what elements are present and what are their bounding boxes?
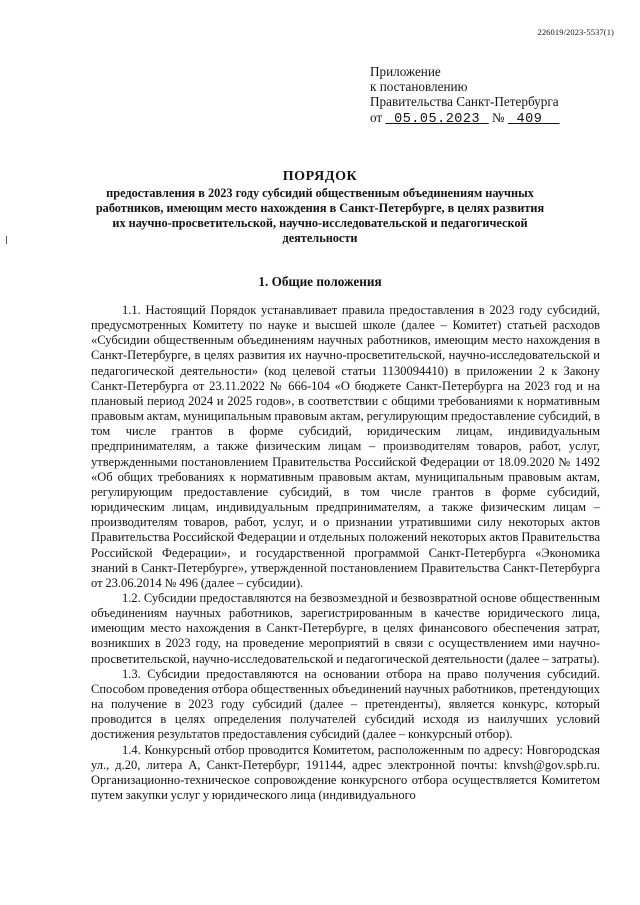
approval-date: 05.05.2023 [394, 111, 481, 127]
paragraph-1-1: 1.1. Настоящий Порядок устанавливает правила предоставления в 2023 году субсидий, предусмотренных Комитету по науке и высшей школе (далее – Комитет) статьей расходов «Субсидии общественным объединениям научных работников, имеющим место нахождения в Санкт-Петербурге, в целях развития их научно-просветительской, научно-исследовательской и педагогической деятельности» (код целевой статьи 1130094410) в приложении 2 к Закону Санкт-Петербурга от 23.11.2022 № 666-104 «О бюджете Санкт-Петербурга на 2023 год и на плановый период 2024 и 2025 годов», в соответствии с общими требованиями к нормативным правовым актам, муниципальным правовым актам, регулирующим предоставление субсидий, в том числе грантов в форме субсидий, юридическим лицам, индивидуальным предпринимателям, а также физическим лицам – производителям товаров, работ, услуг, утвержденными постановлением Правительства Российской Федерации от 18.09.2020 № 1492 «Об общих требованиях к нормативным правовым актам, муниципальным правовым актам, регулирующим предоставление субсидий, в том числе грантов в форме субсидий, юридическим лицам, индивидуальным предпринимателям, а также физическим лицам – производителям товаров, работ, услуг, и о признании утратившими силу некоторых актов Правительства Российской Федерации и отдельных положений некоторых актов Правительства Российской Федерации», и государственной программой Санкт-Петербурга «Экономика знаний в Санкт-Петербурге», утвержденной постановлением Правительства Санкт-Петербурга от 23.06.2014 № 496 (далее – субсидии). [91, 303, 600, 590]
approval-number: 409 [516, 111, 543, 127]
approval-line-2: к постановлению [370, 79, 468, 95]
document-title: ПОРЯДОК [282, 169, 358, 184]
document-body [91, 303, 600, 803]
approval-block [370, 64, 610, 127]
margin-mark [6, 236, 7, 244]
paragraph-1-3: 1.3. Субсидии предоставляются на основании отбора на право получения субсидий. Способом проведения отбора общественных объединений научных работников, претендующих на получение в 2023 году субсидий (далее – претенденты), является конкурс, который проводится в целях определения получателей субсидий исходя из наилучших условий достижения результатов предоставления субсидий (далее – конкурсный отбор). [91, 666, 600, 742]
date-prefix: от [370, 109, 383, 125]
document-number: 226019/2023-5537(1) [537, 27, 614, 37]
approval-date-line [370, 110, 610, 127]
approval-line-1: Приложение [370, 64, 441, 79]
paragraph-1-2: 1.2. Субсидии предоставляются на безвозмездной и безвозвратной основе общественным объединениям научных работников, зарегистрированным в качестве юридического лица, имеющим место нахождения в Санкт-Петербурге, в целях финансового обеспечения затрат, возникших в 2023 году, на проведение мероприятий в связи с осуществлением ими научно-просветительской, научно-исследовательской и педагогической деятельности (далее – затраты). [91, 590, 600, 666]
document-subtitle: предоставления в 2023 году субсидий общественным объединениям научных работников, имеющим место нахождения в Санкт-Петербурге, в целях развития их научно-просветительской, научно-исследовательской и педагогической деятельности [95, 186, 545, 245]
approval-line-3: Правительства Санкт-Петербурга [370, 94, 559, 110]
paragraph-1-4: 1.4. Конкурсный отбор проводится Комитетом, расположенным по адресу: Новгородская ул., д.20, литера А, Санкт-Петербург, 191144, адрес электронной почты: knvsh@gov.spb.ru. Организационно-техническое сопровождение конкурсного отбора осуществляется Комитетом путем закупки услуг у юридического лица (индивидуального [91, 742, 600, 802]
section-heading: 1. Общие положения [258, 274, 382, 289]
number-prefix: № [492, 109, 505, 125]
